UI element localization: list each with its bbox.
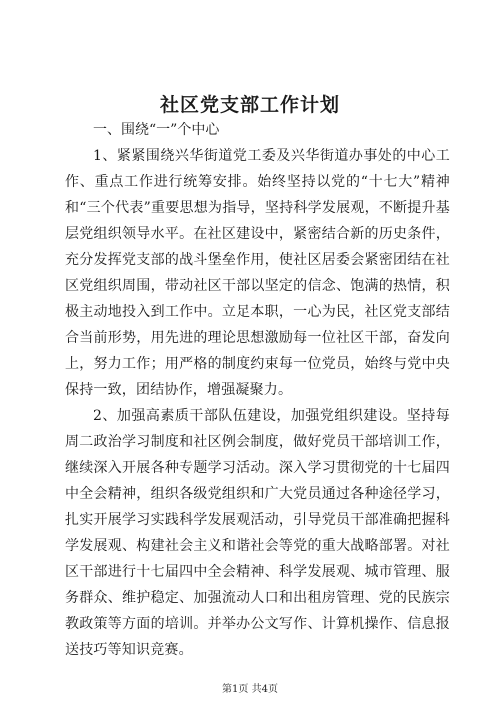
paragraph-2: 2、加强高素质干部队伍建设，加强党组织建设。坚持每周二政治学习制度和社区例会制度，做好党员干部培训工作，继续深入开展各种专题学习活动。深入学习贯彻党的十七届四中全会精神，组织各级党组织和广大党员通过各种途径学习，扎实开展学习实践科学发展观活动，引导党员干部准确把握科学发展观、构建社会主义和谐社会等党的重大战略部署。对社区干部进行十七届四中全会精神、科学发展观、城市管理、服务群众、维护稳定、加强流动人口和出租房管理、党的民族宗教政策等方面的培训。并举办公文写作、计算机操作、信息报送技巧等知识竞赛。	[65, 408, 450, 658]
page-footer: 第1页 共4页	[222, 684, 278, 695]
document-title: 社区党支部工作计划	[159, 94, 340, 116]
paragraph-1: 1、紧紧围绕兴华街道党工委及兴华街道办事处的中心工作、重点工作进行统筹安排。始终坚持以党的“十七大”精神和“三个代表”重要思想为指导，坚持科学发展观，不断提升基层党组织领导水平。在社区建设中，紧密结合新的历史条件，充分发挥党支部的战斗堡垒作用，使社区居委会紧密团结在社区党组织周围，带动社区干部以坚定的信念、饱满的热情，积极主动地投入到工作中。立足本职，一心为民，社区党支部结合当前形势，用先进的理论思想激励每一位社区干部，奋发向上，努力工作；用严格的制度约束每一位党员，始终与党中央保持一致，团结协作，增强凝聚力。	[65, 148, 450, 398]
section-heading: 一、围绕“一”个中心	[93, 122, 220, 138]
document-body	[65, 117, 450, 663]
